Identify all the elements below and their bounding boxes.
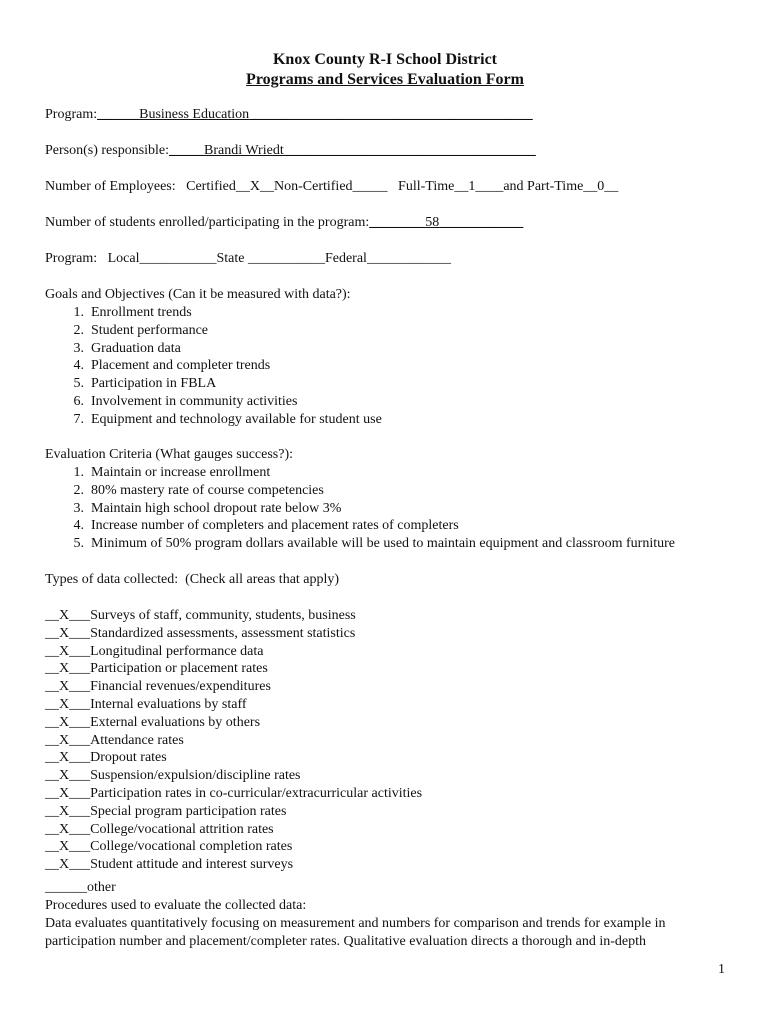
list-item-text: Placement and completer trends [91,358,271,374]
list-item [45,535,675,553]
list-item [45,393,382,411]
data-types-checklist [45,607,422,874]
checklist-item [45,678,422,696]
list-number: 1. [73,465,91,480]
list-number: 5. [73,536,91,552]
check-mark: __X___ [45,661,91,677]
list-item [45,357,382,375]
list-number: 4. [73,358,91,374]
list-number: 1. [73,305,91,320]
checklist-item [45,767,422,785]
check-mark: __X___ [45,714,91,730]
check-mark: __X___ [45,750,91,766]
check-mark: __X___ [45,803,91,819]
list-item [45,411,382,429]
check-mark: __X___ [45,643,91,659]
list-item [45,340,382,358]
checklist-item [45,607,422,625]
list-item-text: Participation in FBLA [91,376,217,392]
checklist-item-text: Standardized assessments, assessment statistics [90,625,356,641]
criteria-list [45,464,675,553]
criteria-heading: Evaluation Criteria (What gauges success?): [45,447,294,462]
checklist-item [45,856,422,874]
list-number: 2. [73,322,91,338]
goals-heading: Goals and Objectives (Can it be measured with data?): [45,287,351,302]
responsible-label: Person(s) responsible: [45,143,170,158]
checklist-item-text: College/vocational attrition rates [90,821,274,837]
program-type-field: Program: Local___________State ___________Federal____________ [45,251,451,266]
checklist-item [45,749,422,767]
check-mark: __X___ [45,679,91,695]
list-number: 4. [73,518,91,534]
checklist-item-text: Financial revenues/expenditures [90,679,271,695]
page-number: 1 [718,962,725,977]
check-mark: __X___ [45,785,91,801]
checklist-item-text: Surveys of staff, community, students, business [90,608,356,623]
list-item-text: Student performance [91,322,209,338]
checklist-item [45,660,422,678]
list-item [45,500,675,518]
list-item-text: Enrollment trends [91,305,192,320]
check-mark: __X___ [45,821,91,837]
procedures-heading: Procedures used to evaluate the collected data: [45,898,307,913]
checklist-item-text: College/vocational completion rates [90,839,293,855]
checklist-item [45,838,422,856]
list-number: 3. [73,340,91,356]
list-item-text: 80% mastery rate of course competencies [91,482,324,498]
program-label: Program: [45,107,98,122]
students-value: ________58____________ [369,215,524,230]
checklist-item [45,803,422,821]
checklist-item-text: Longitudinal performance data [90,643,264,659]
responsible-field [45,142,536,160]
check-mark: __X___ [45,625,91,641]
checklist-item-text: Student attitude and interest surveys [90,857,294,873]
list-number: 5. [73,376,91,392]
students-label: Number of students enrolled/participating in the program: [45,215,370,230]
goals-list [45,304,382,429]
checklist-item-text: Special program participation rates [90,803,287,819]
procedures-text: Data evaluates quantitatively focusing on measurement and numbers for comparison and trends for example in participation number and placement/completer rates. Qualitative evaluation directs a thorough and in-depth [45,916,666,949]
list-item-text: Involvement in community activities [91,393,298,409]
checklist-item-text: Dropout rates [90,750,167,766]
district-title: Knox County R-I School District [272,51,497,68]
data-types-heading: Types of data collected: (Check all areas that apply) [45,572,340,587]
check-mark: __X___ [45,608,91,623]
checklist-item [45,714,422,732]
list-item [45,322,382,340]
list-item [45,464,675,482]
list-item [45,517,675,535]
form-title: Programs and Services Evaluation Form [246,71,524,88]
list-item [45,304,382,322]
employees-field: Number of Employees: Certified__X__Non-Certified_____ Full-Time__1____and Part-Time__0__ [45,179,619,194]
list-item-text: Maintain or increase enrollment [91,465,271,480]
checklist-item [45,643,422,661]
check-mark: __X___ [45,839,91,855]
checklist-item [45,785,422,803]
check-mark: __X___ [45,732,91,748]
check-mark: __X___ [45,768,91,784]
checklist-item-text: Participation or placement rates [90,661,268,677]
checklist-item [45,732,422,750]
list-number: 2. [73,482,91,498]
check-mark: __X___ [45,857,91,873]
checklist-item [45,821,422,839]
list-item-text: Graduation data [91,340,181,356]
responsible-value: _____Brandi Wriedt____________________________________ [169,143,536,158]
other-option: ______other [45,880,116,895]
list-item-text: Maintain high school dropout rate below 3% [91,500,342,516]
list-number: 6. [73,393,91,409]
list-item-text: Equipment and technology available for student use [91,411,382,427]
checklist-item [45,625,422,643]
checklist-item [45,696,422,714]
checklist-item-text: External evaluations by others [90,714,261,730]
checklist-item-text: Attendance rates [90,732,184,748]
list-item-text: Increase number of completers and placement rates of completers [91,518,459,534]
checklist-item-text: Internal evaluations by staff [90,696,247,712]
students-field [45,214,523,232]
program-field [45,106,533,124]
list-number: 3. [73,500,91,516]
checklist-item-text: Suspension/expulsion/discipline rates [90,768,301,784]
checklist-item-text: Participation rates in co-curricular/extracurricular activities [90,785,423,801]
list-number: 7. [73,411,91,427]
list-item [45,375,382,393]
list-item-text: Minimum of 50% program dollars available will be used to maintain equipment and classroom furniture [91,536,675,552]
check-mark: __X___ [45,696,91,712]
list-item [45,482,675,500]
program-value: ______Business Education ________________________________________ [97,107,533,122]
